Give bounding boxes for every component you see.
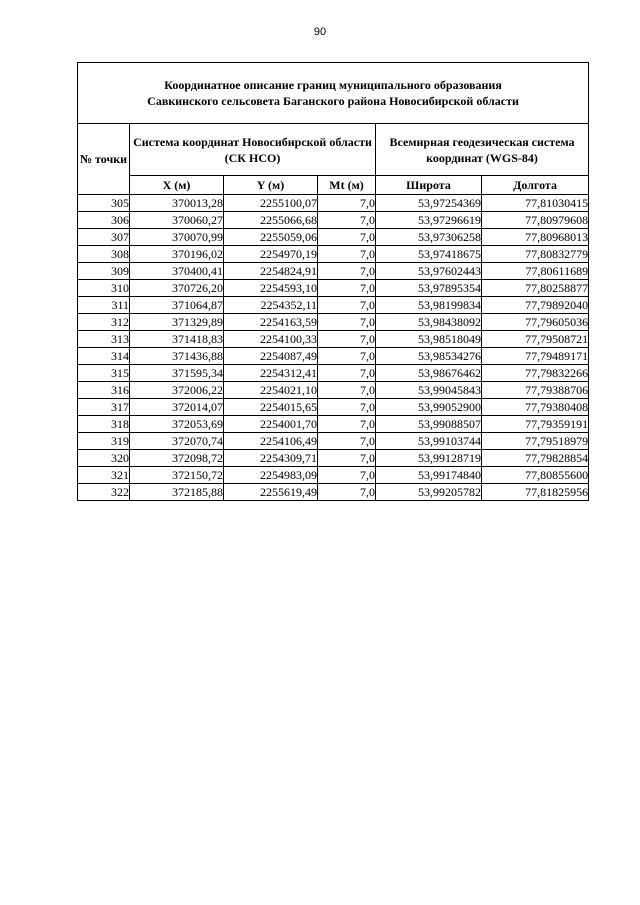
cell-x: 370060,27 <box>130 212 224 229</box>
cell-mt: 7,0 <box>318 450 376 467</box>
cell-mt: 7,0 <box>318 314 376 331</box>
cell-latitude: 53,99052900 <box>376 399 482 416</box>
cell-latitude: 53,98534276 <box>376 348 482 365</box>
cell-longitude: 77,79388706 <box>482 382 589 399</box>
cell-x: 370013,28 <box>130 195 224 212</box>
cell-y: 2254106,49 <box>224 433 318 450</box>
cell-point-number: 308 <box>78 246 130 263</box>
cell-mt: 7,0 <box>318 212 376 229</box>
cell-y: 2254021,10 <box>224 382 318 399</box>
table-title <box>78 63 589 124</box>
cell-mt: 7,0 <box>318 365 376 382</box>
cell-longitude: 77,79359191 <box>482 416 589 433</box>
cell-mt: 7,0 <box>318 195 376 212</box>
cell-y: 2254001,70 <box>224 416 318 433</box>
cell-y: 2255059,06 <box>224 229 318 246</box>
cell-y: 2255066,68 <box>224 212 318 229</box>
table-title-line-1: Координатное описание границ муниципального образования <box>164 78 502 92</box>
cell-y: 2254824,91 <box>224 263 318 280</box>
table-row <box>78 246 589 263</box>
header-wgs84-system: Всемирная геодезическая система координат (WGS-84) <box>376 124 589 176</box>
cell-longitude: 77,79832266 <box>482 365 589 382</box>
table-row <box>78 348 589 365</box>
cell-longitude: 77,79892040 <box>482 297 589 314</box>
cell-point-number: 320 <box>78 450 130 467</box>
cell-point-number: 318 <box>78 416 130 433</box>
header-latitude: Широта <box>376 176 482 195</box>
cell-x: 371329,89 <box>130 314 224 331</box>
cell-point-number: 319 <box>78 433 130 450</box>
cell-point-number: 307 <box>78 229 130 246</box>
cell-latitude: 53,99174840 <box>376 467 482 484</box>
cell-mt: 7,0 <box>318 297 376 314</box>
cell-x: 372185,88 <box>130 484 224 501</box>
cell-point-number: 313 <box>78 331 130 348</box>
cell-latitude: 53,99088507 <box>376 416 482 433</box>
cell-longitude: 77,80258877 <box>482 280 589 297</box>
table-row <box>78 399 589 416</box>
cell-point-number: 309 <box>78 263 130 280</box>
table-row <box>78 433 589 450</box>
header-y: Y (м) <box>224 176 318 195</box>
cell-point-number: 317 <box>78 399 130 416</box>
cell-longitude: 77,81825956 <box>482 484 589 501</box>
table-row <box>78 365 589 382</box>
header-mt: Mt (м) <box>318 176 376 195</box>
cell-mt: 7,0 <box>318 280 376 297</box>
cell-longitude: 77,79828854 <box>482 450 589 467</box>
cell-longitude: 77,79489171 <box>482 348 589 365</box>
cell-latitude: 53,97895354 <box>376 280 482 297</box>
table-row <box>78 467 589 484</box>
cell-mt: 7,0 <box>318 382 376 399</box>
table-row <box>78 416 589 433</box>
cell-longitude: 77,80832779 <box>482 246 589 263</box>
cell-x: 370070,99 <box>130 229 224 246</box>
cell-longitude: 77,80968013 <box>482 229 589 246</box>
table-row <box>78 195 589 212</box>
cell-y: 2255619,49 <box>224 484 318 501</box>
cell-point-number: 314 <box>78 348 130 365</box>
table-row <box>78 331 589 348</box>
cell-latitude: 53,99128719 <box>376 450 482 467</box>
cell-longitude: 77,79380408 <box>482 399 589 416</box>
cell-longitude: 77,80855600 <box>482 467 589 484</box>
cell-x: 372070,74 <box>130 433 224 450</box>
table-row <box>78 229 589 246</box>
cell-point-number: 306 <box>78 212 130 229</box>
cell-x: 372098,72 <box>130 450 224 467</box>
cell-mt: 7,0 <box>318 399 376 416</box>
cell-longitude: 77,80611689 <box>482 263 589 280</box>
header-local-system: Система координат Новосибирской области (СК НСО) <box>130 124 376 176</box>
cell-y: 2254163,59 <box>224 314 318 331</box>
cell-latitude: 53,99205782 <box>376 484 482 501</box>
table-row <box>78 484 589 501</box>
table-body <box>78 195 589 501</box>
cell-y: 2254983,09 <box>224 467 318 484</box>
cell-point-number: 310 <box>78 280 130 297</box>
cell-x: 370196,02 <box>130 246 224 263</box>
cell-y: 2254087,49 <box>224 348 318 365</box>
cell-longitude: 77,79605036 <box>482 314 589 331</box>
cell-y: 2254970,19 <box>224 246 318 263</box>
cell-latitude: 53,97306258 <box>376 229 482 246</box>
cell-y: 2254015,65 <box>224 399 318 416</box>
cell-x: 371595,34 <box>130 365 224 382</box>
cell-latitude: 53,98199834 <box>376 297 482 314</box>
cell-x: 372053,69 <box>130 416 224 433</box>
cell-x: 370726,20 <box>130 280 224 297</box>
table-row <box>78 450 589 467</box>
cell-longitude: 77,79508721 <box>482 331 589 348</box>
cell-x: 371418,83 <box>130 331 224 348</box>
cell-latitude: 53,99103744 <box>376 433 482 450</box>
cell-point-number: 312 <box>78 314 130 331</box>
cell-y: 2254312,41 <box>224 365 318 382</box>
cell-latitude: 53,98438092 <box>376 314 482 331</box>
cell-x: 370400,41 <box>130 263 224 280</box>
cell-x: 371436,88 <box>130 348 224 365</box>
cell-y: 2254100,33 <box>224 331 318 348</box>
cell-mt: 7,0 <box>318 484 376 501</box>
cell-point-number: 305 <box>78 195 130 212</box>
cell-mt: 7,0 <box>318 467 376 484</box>
table-row <box>78 297 589 314</box>
cell-x: 372006,22 <box>130 382 224 399</box>
cell-mt: 7,0 <box>318 331 376 348</box>
cell-latitude: 53,97296619 <box>376 212 482 229</box>
cell-mt: 7,0 <box>318 246 376 263</box>
header-longitude: Долгота <box>482 176 589 195</box>
table-row <box>78 382 589 399</box>
cell-latitude: 53,98518049 <box>376 331 482 348</box>
cell-latitude: 53,99045843 <box>376 382 482 399</box>
cell-y: 2254352,11 <box>224 297 318 314</box>
cell-longitude: 77,81030415 <box>482 195 589 212</box>
cell-x: 371064,87 <box>130 297 224 314</box>
table-title-line-2: Савкинского сельсовета Баганского района Новосибирской области <box>147 94 519 108</box>
cell-mt: 7,0 <box>318 229 376 246</box>
table-row <box>78 212 589 229</box>
cell-point-number: 315 <box>78 365 130 382</box>
page-number: 90 <box>313 26 327 38</box>
cell-longitude: 77,80979608 <box>482 212 589 229</box>
coordinates-table <box>77 62 589 501</box>
cell-y: 2254309,71 <box>224 450 318 467</box>
cell-point-number: 321 <box>78 467 130 484</box>
cell-point-number: 316 <box>78 382 130 399</box>
cell-mt: 7,0 <box>318 416 376 433</box>
cell-latitude: 53,98676462 <box>376 365 482 382</box>
cell-y: 2255100,07 <box>224 195 318 212</box>
cell-mt: 7,0 <box>318 348 376 365</box>
cell-latitude: 53,97418675 <box>376 246 482 263</box>
header-point-number: № точки <box>78 124 130 195</box>
table-row <box>78 280 589 297</box>
cell-point-number: 322 <box>78 484 130 501</box>
table-row <box>78 263 589 280</box>
cell-point-number: 311 <box>78 297 130 314</box>
cell-mt: 7,0 <box>318 263 376 280</box>
table-row <box>78 314 589 331</box>
cell-x: 372150,72 <box>130 467 224 484</box>
cell-x: 372014,07 <box>130 399 224 416</box>
cell-longitude: 77,79518979 <box>482 433 589 450</box>
cell-mt: 7,0 <box>318 433 376 450</box>
cell-y: 2254593,10 <box>224 280 318 297</box>
cell-latitude: 53,97602443 <box>376 263 482 280</box>
cell-latitude: 53,97254369 <box>376 195 482 212</box>
header-x: X (м) <box>130 176 224 195</box>
